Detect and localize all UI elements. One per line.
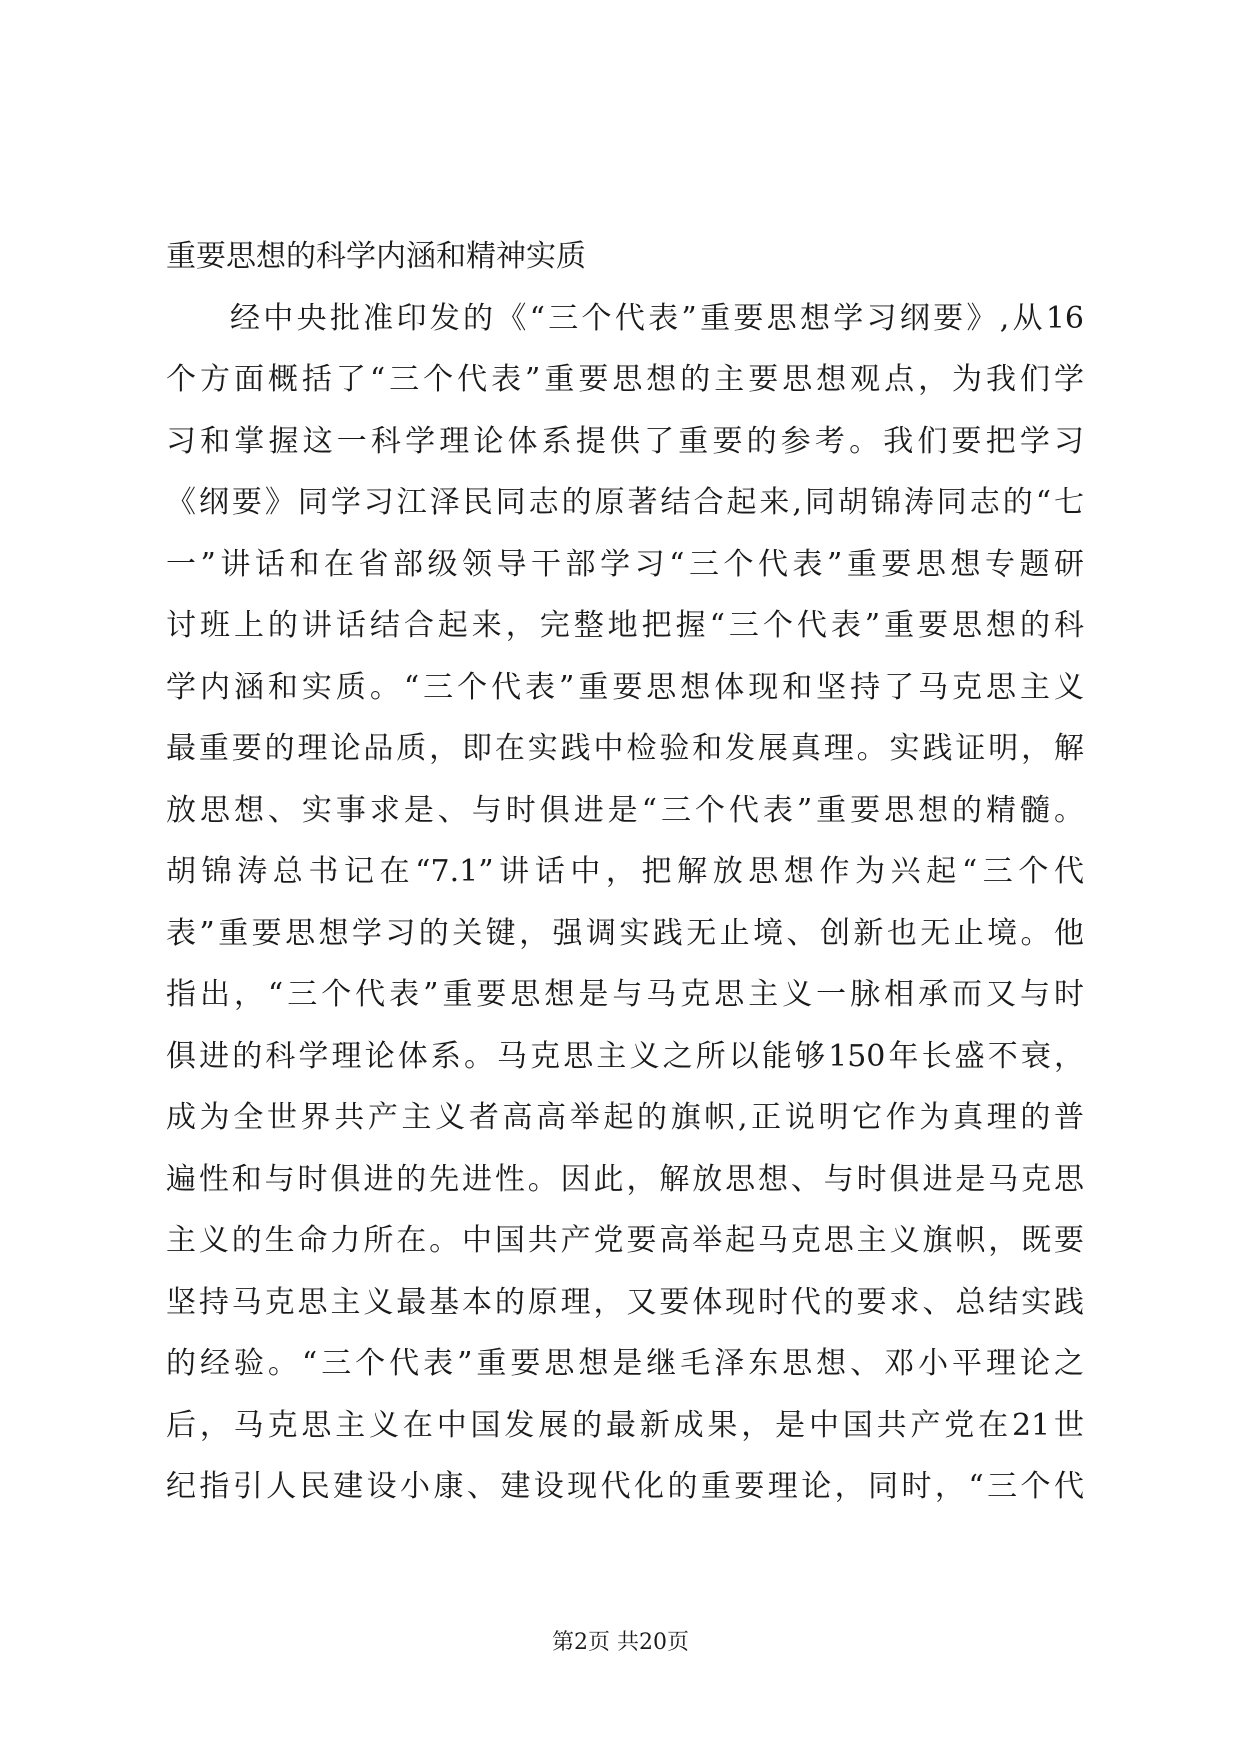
text-line: 胡锦涛总书记在“7.1”讲话中，把解放思想作为兴起“三个代: [166, 854, 1084, 889]
text-line: 指出，“三个代表”重要思想是与马克思主义一脉相承而又与时: [166, 977, 1084, 1012]
text-line: 《纲要》同学习江泽民同志的原著结合起来,同胡锦涛同志的“七: [166, 485, 1084, 520]
text-line: 纪指引人民建设小康、建设现代化的重要理论，同时，“三个代: [166, 1469, 1084, 1504]
text-line: 个方面概括了“三个代表”重要思想的主要思想观点，为我们学: [166, 362, 1084, 397]
text-line: 坚持马克思主义最基本的原理，又要体现时代的要求、总结实践: [166, 1284, 1084, 1320]
text-line: 放思想、实事求是、与时俱进是“三个代表”重要思想的精髓。: [166, 792, 1084, 828]
text-line: 学内涵和实质。“三个代表”重要思想体现和坚持了马克思主义: [166, 669, 1084, 705]
body-text: [166, 226, 1084, 1518]
text-line: 讨班上的讲话结合起来，完整地把握“三个代表”重要思想的科: [166, 608, 1084, 643]
text-line: 主义的生命力所在。中国共产党要高举起马克思主义旗帜，既要: [166, 1223, 1084, 1258]
text-line: 重要思想的科学内涵和精神实质: [166, 239, 586, 274]
paragraph-first-line: 经中央批准印发的《“三个代表”重要思想学习纲要》,从16: [230, 300, 1084, 336]
text-line: 遍性和与时俱进的先进性。因此，解放思想、与时俱进是马克思: [166, 1161, 1084, 1197]
text-line: 的经验。“三个代表”重要思想是继毛泽东思想、邓小平理论之: [166, 1346, 1084, 1381]
text-line: 一”讲话和在省部级领导干部学习“三个代表”重要思想专题研: [166, 546, 1084, 582]
text-line: 习和掌握这一科学理论体系提供了重要的参考。我们要把学习: [166, 423, 1084, 459]
text-line: 后，马克思主义在中国发展的最新成果，是中国共产党在21世: [166, 1407, 1084, 1443]
text-line: 成为全世界共产主义者高高举起的旗帜,正说明它作为真理的普: [166, 1100, 1084, 1135]
text-line: 表”重要思想学习的关键，强调实践无止境、创新也无止境。他: [166, 915, 1084, 951]
page-number-footer: 第2页 共20页: [552, 1630, 689, 1655]
text-line: 俱进的科学理论体系。马克思主义之所以能够150年长盛不衰，: [166, 1038, 1084, 1074]
text-line: 最重要的理论品质，即在实践中检验和发展真理。实践证明，解: [166, 731, 1084, 766]
